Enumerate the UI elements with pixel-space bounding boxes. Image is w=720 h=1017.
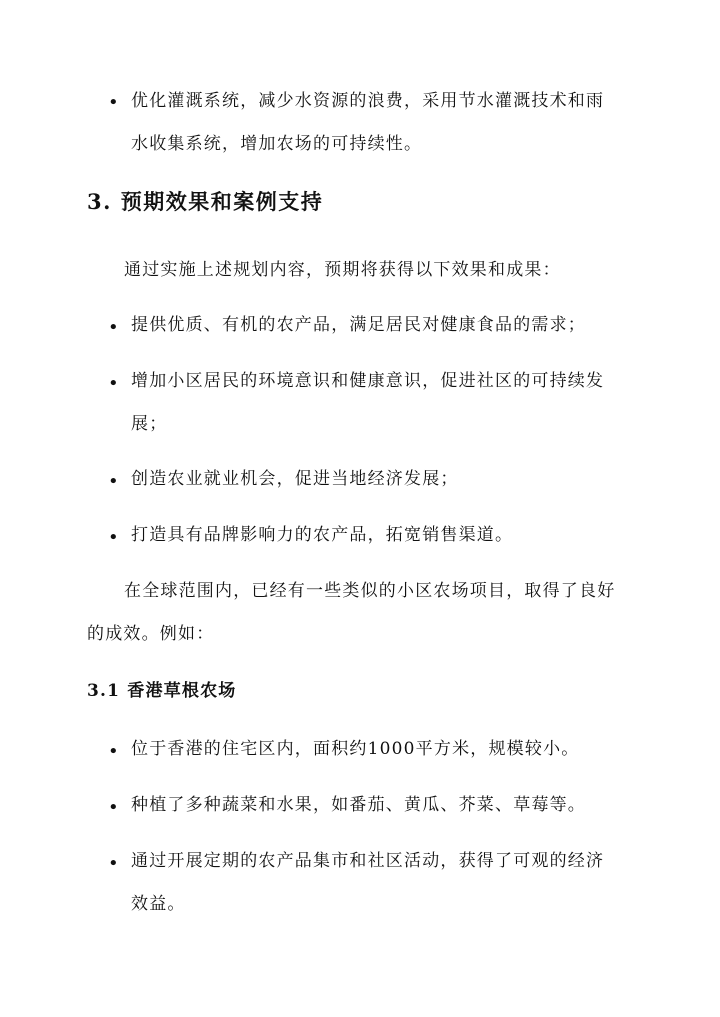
list-item-text: 提供优质、有机的农产品，满足居民对健康食品的需求； <box>131 315 586 335</box>
body-paragraph: 在全球范围内，已经有一些类似的小区农场项目，取得了良好 <box>124 581 616 601</box>
list-item-text: 种植了多种蔬菜和水果，如番茄、黄瓜、芥菜、草莓等。 <box>131 795 586 815</box>
list-item-text: 增加小区居民的环境意识和健康意识，促进社区的可持续发 <box>131 371 605 391</box>
list-item-text: 打造具有品牌影响力的农产品，拓宽销售渠道。 <box>131 525 514 545</box>
list-item-text-continued: 展； <box>131 414 168 434</box>
bullet-dot: • <box>108 527 119 548</box>
list-item-text-continued: 效益。 <box>131 894 186 914</box>
bullet-dot: • <box>108 373 119 394</box>
bullet-dot: • <box>108 853 119 874</box>
bullet-dot: • <box>108 317 119 338</box>
intro-paragraph: 通过实施上述规划内容，预期将获得以下效果和成果： <box>124 260 561 280</box>
subsection-heading: 3.1 香港草根农场 <box>87 681 237 701</box>
bullet-dot: • <box>108 741 119 762</box>
list-item-text-continued: 水收集系统，增加农场的可持续性。 <box>131 134 423 154</box>
list-item-text: 通过开展定期的农产品集市和社区活动，获得了可观的经济 <box>131 851 605 871</box>
bullet-dot: • <box>108 797 119 818</box>
list-item-text: 创造农业就业机会，促进当地经济发展； <box>131 469 459 489</box>
section-heading: 3. 预期效果和案例支持 <box>87 189 324 214</box>
list-item-text: 位于香港的住宅区内，面积约1000平方米，规模较小。 <box>131 739 580 759</box>
bullet-dot: • <box>108 92 119 113</box>
list-item-text: 优化灌溉系统，减少水资源的浪费，采用节水灌溉技术和雨 <box>131 91 605 111</box>
bullet-dot: • <box>108 471 119 492</box>
body-paragraph-continued: 的成效。例如： <box>87 624 215 644</box>
